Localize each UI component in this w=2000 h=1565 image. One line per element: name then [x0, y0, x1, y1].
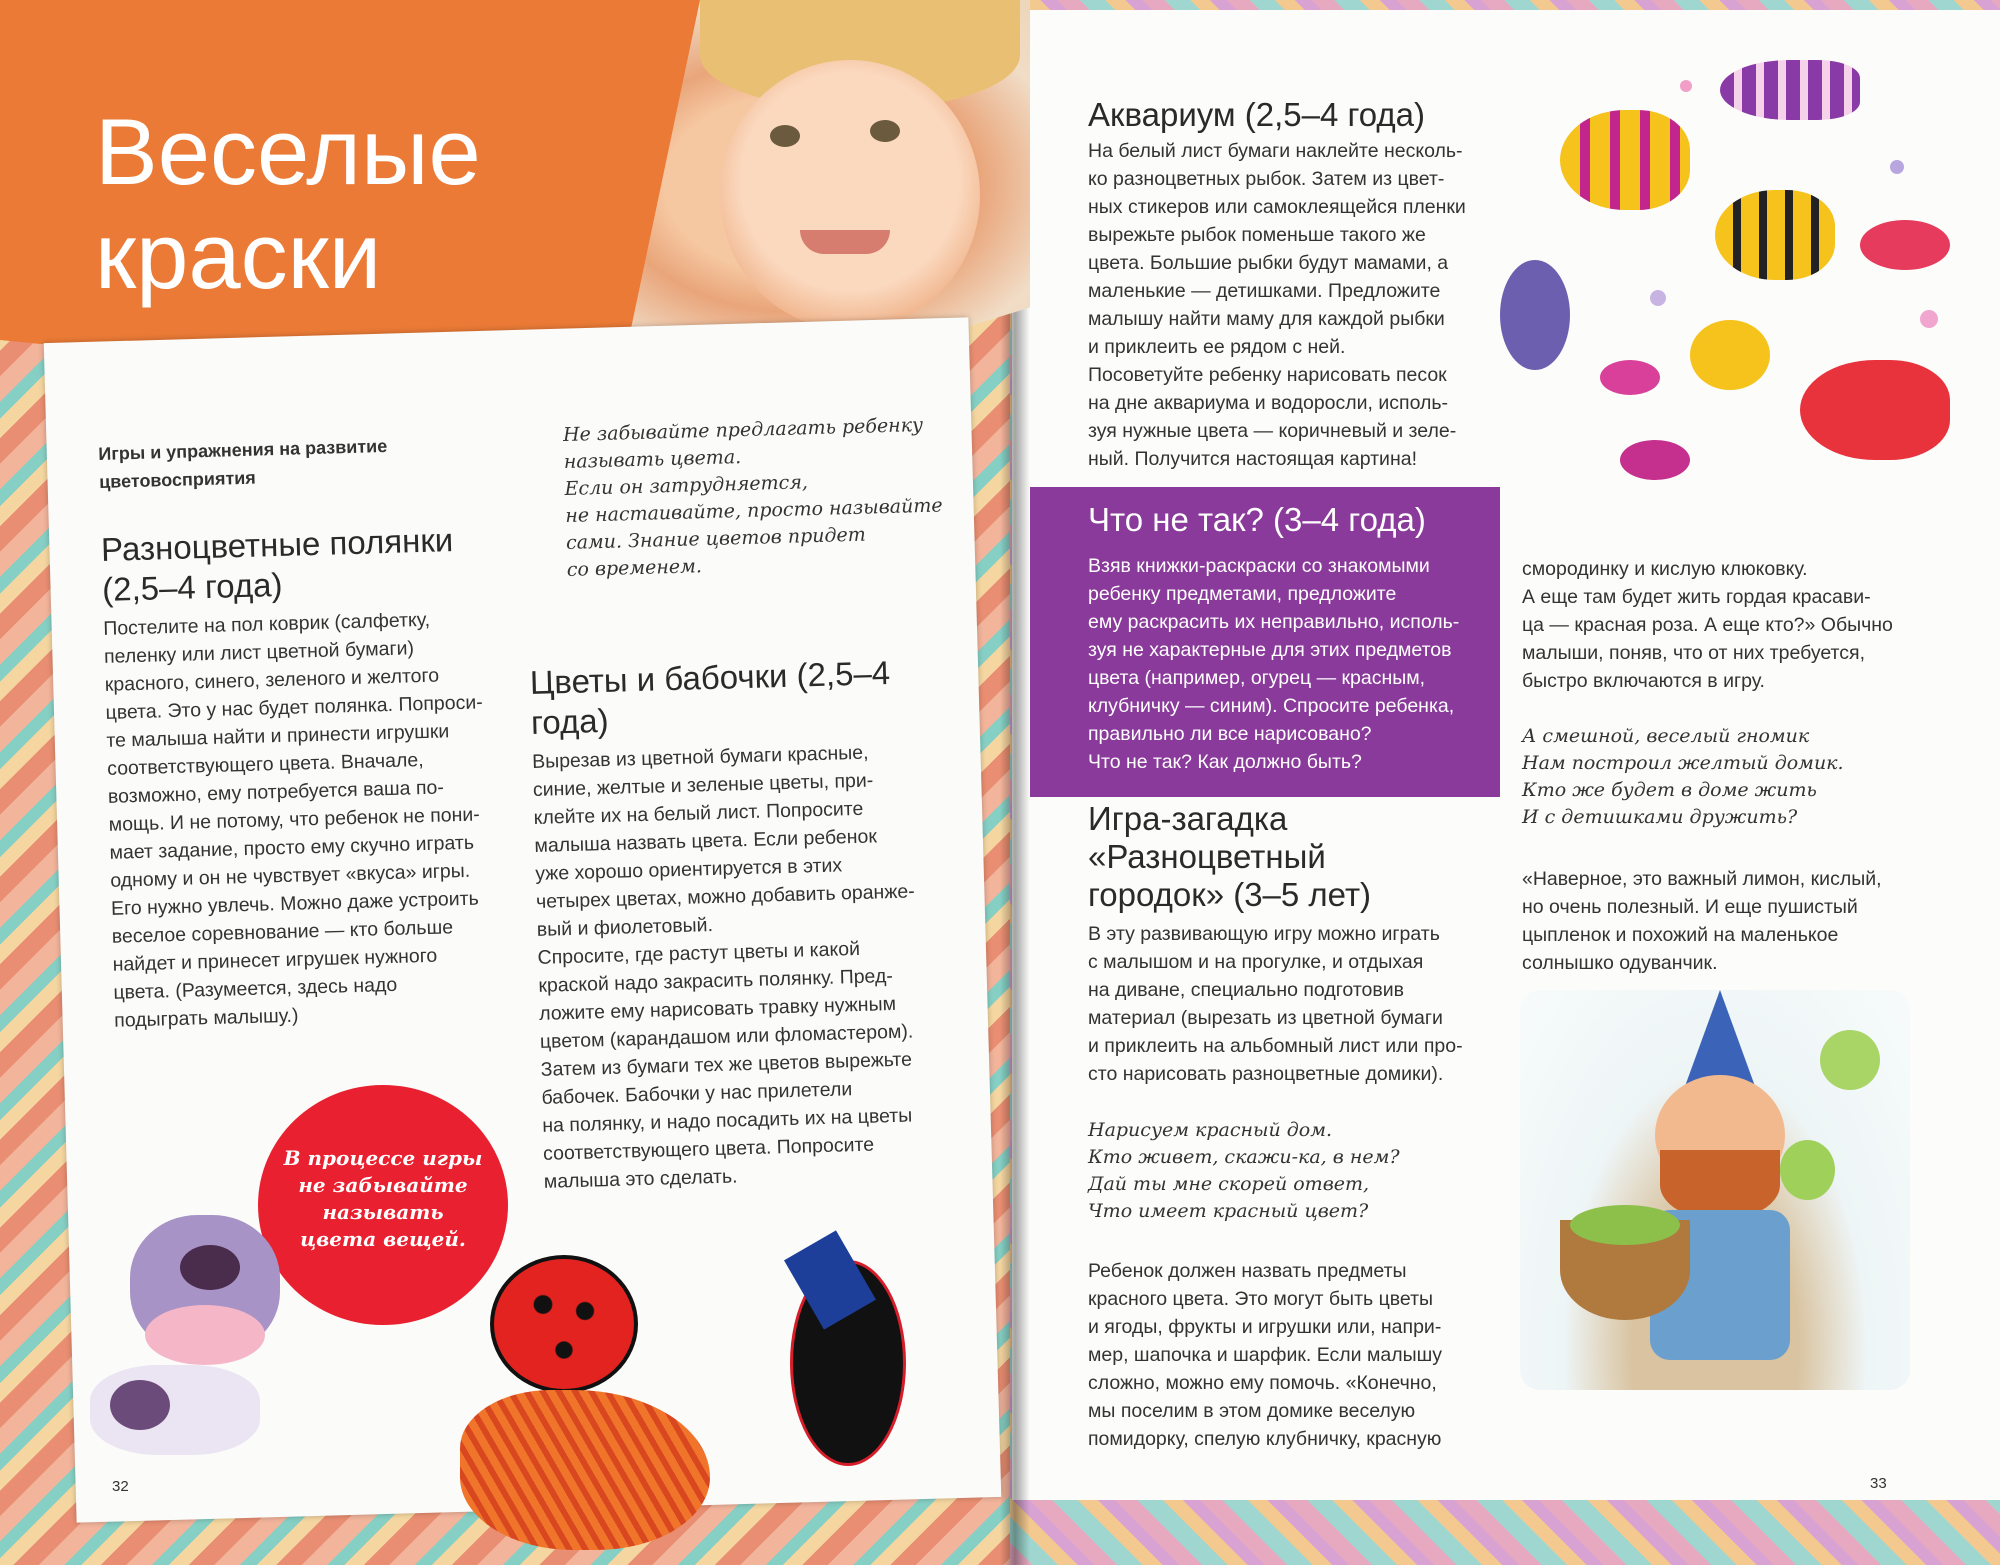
- riddle-text-continued: Ребенок должен назвать предметы красного цвета. Это могут быть цветы и ягоды, фрукты и игрушки или, напри- мер, шапочка и шарфик. Если малышу сложно, можно ему помочь. «Конечно, мы поселим в этом домике веселую помидорку, спелую клубничку, красную: [1088, 1260, 1442, 1450]
- page-number-right: 33: [1870, 1475, 1887, 1492]
- aquarium-text: На белый лист бумаги наклейте несколь- ко разноцветных рыбок. Затем из цвет- ных стикеров или самоклеящейся пленки вырежьте рыбок поменьше такого же цвета. Большие рыбки будут мамами, а маленькие — детишками. Предложите малышу найти маму для каждой рыбки и приклеить ее рядом с ней. Посоветуйте ребенку нарисовать песок на дне аквариума и водоросли, исполь- зуя нужные цвета — коричневый и зеле- ный. Получится настоящая картина!: [1088, 140, 1466, 470]
- child-smile: [800, 230, 890, 254]
- child-face: [720, 60, 980, 330]
- what-wrong-text: Взяв книжки-раскраски со знакомыми ребенку предметами, предложите ему раскрасить их неправильно, исполь- зуя не характерные для этих предметов цвета (например, огурец — красным, клубничку — синим). Спросите ребенка, правильно ли все нарисовано? Что не так? Как должно быть?: [1088, 555, 1460, 773]
- riddle-poem: Нарисуем красный дом. Кто живет, скажи-ка, в нем? Дай ты мне скорей ответ, Что имеет красный цвет?: [1088, 1119, 1400, 1222]
- fish-illustration: [1500, 60, 2000, 480]
- ladybug-drawing: [490, 1255, 638, 1393]
- left-content: [98, 415, 1000, 1239]
- page-number-left: 32: [112, 1478, 129, 1495]
- cow-illustration: [70, 1215, 310, 1465]
- page-title: Веселые краски: [95, 99, 481, 308]
- riddle-title: Игра-загадка «Разноцветный городок» (3–5 лет): [1088, 800, 1372, 913]
- riddle-text: В эту развивающую игру можно играть с малышом и на прогулке, и отдыхая на диване, специально подготовив материал (вырезать из цветной бумаги и приклеить на альбомный лист или про- сто нарисовать разноцветные домики).: [1088, 923, 1463, 1085]
- column-text: смородинку и кислую клюковку. А еще там будет жить гордая красави- ца — красная роза. А еще кто?» Обычно малыши, поняв, что от них требуется, быстро включаются в игру.: [1522, 558, 1893, 692]
- game2-text: Вырезав из цветной бумаги красные, синие, желтые и зеленые цветы, при- клейте их на белый лист. Попросите малыша назвать цвета. Если ребенок уже хорошо ориентируется в этих четырех цветах, можно добавить оранже- вый и фиолетовый. Спросите, где растут цветы и какой краской надо закрасить полянку. Пред- ложите ему нарисовать травку нужным цветом (карандашом или фломастером). Затем из бумаги тех же цветов вырежьте бабочек. Бабочки у нас прилетели на полянку, и надо посадить их на цветы соответствующего цвета. Попросите малыша это сделать.: [531, 741, 915, 1193]
- what-wrong-title: Что не так? (3–4 года): [1088, 501, 1426, 538]
- section-label: Игры и упражнения на развитие цветовосприятия: [98, 435, 388, 492]
- game2-title: Цветы и бабочки (2,5–4 года): [529, 653, 891, 742]
- column-text-continued: «Наверное, это важный лимон, кислый, но очень полезный. И еще пушистый цыпленок и похожий на маленькое солнышко одуванчик.: [1522, 868, 1882, 974]
- aquarium-title: Аквариум (2,5–4 года): [1088, 96, 1426, 133]
- gnome-illustration: [1520, 990, 1910, 1390]
- tip-note: Не забывайте предлагать ребенку называть цвета. Если он затрудняется, не настаивайте, просто называйте сами. Знание цветов придет со временем.: [562, 413, 943, 581]
- child-eye-left: [770, 125, 800, 147]
- child-eye-right: [870, 120, 900, 142]
- game1-text: Постелите на пол коврик (салфетку, пеленку или лист цветной бумаги) красного, синего, зеленого и желтого цвета. Это у нас будет полянка. Попроси- те малыша найти и принести игрушки соответствующего цвета. Вначале, возможно, ему потребуется ваша по- мощь. И не потому, что ребенок не пони- мает задание, просто ему скучно играть одному и он не чувствует «вкуса» игры. Его нужно увлечь. Можно даже устроить веселое соревнование — кто больше найдет и принесет игрушек нужного цвета. (Разумеется, здесь надо подыграть малышу.): [102, 608, 483, 1032]
- gnome-poem: А смешной, веселый гномик Нам построил желтый домик. Кто же будет в доме жить И с детишками дружить?: [1522, 725, 1844, 828]
- tip-bubble-text: В процессе игры не забывайте называть цвета вещей.: [283, 1146, 483, 1251]
- game1-title: Разноцветные полянки (2,5–4 года): [100, 521, 454, 608]
